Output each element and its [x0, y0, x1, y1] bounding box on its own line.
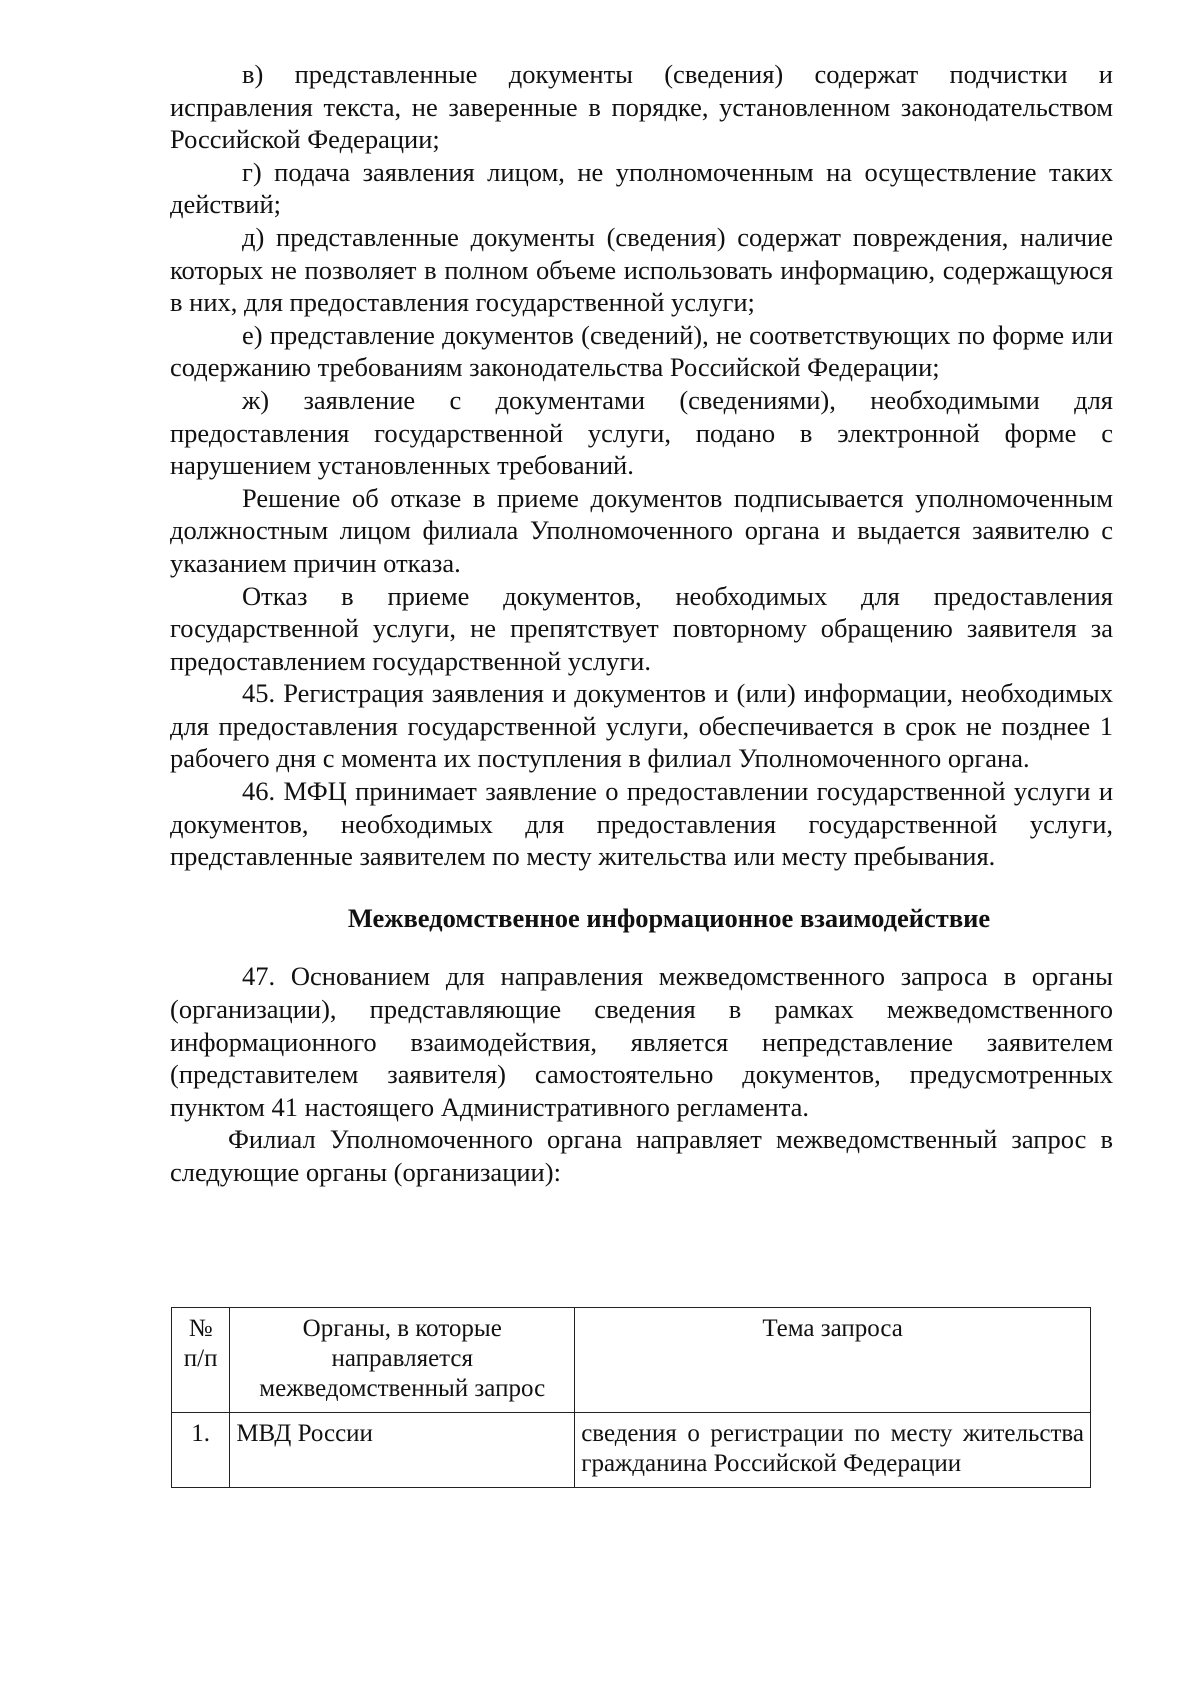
- paragraph-item-d: д) представленные документы (сведения) содержат повреждения, наличие которых не позволяет в полном объеме использовать информацию, содержащуюся в них, для предоставления государственной услуги;: [170, 221, 1113, 318]
- header-topic-cell: Тема запроса: [575, 1308, 1091, 1413]
- row-organ-cell: МВД России: [230, 1413, 575, 1488]
- interagency-request-table: [171, 1307, 1091, 1488]
- paragraph-46: 46. МФЦ принимает заявление о предоставлении государственной услуги и документов, необходимых для предоставления государственной услуги, представленные заявителем по месту жительства или месту пребывания.: [170, 776, 1113, 872]
- document-body: [170, 58, 1113, 1189]
- row-topic-cell: сведения о регистрации по месту жительства гражданина Российской Федерации: [575, 1413, 1091, 1488]
- paragraph-request-intro: Филиал Уполномоченного органа направляет межведомственный запрос в следующие органы (организации):: [170, 1124, 1113, 1187]
- paragraph-item-zh: ж) заявление с документами (сведениями), необходимыми для предоставления государственной услуги, подано в электронной форме с нарушением установленных требований.: [170, 384, 1113, 481]
- paragraph-item-g: г) подача заявления лицом, не уполномоченным на осуществление таких действий;: [170, 156, 1113, 220]
- paragraph-item-v: в) представленные документы (сведения) содержат подчистки и исправления текста, не заверенные в порядке, установленном законодательством Российской Федерации;: [170, 59, 1113, 155]
- paragraph-47: 47. Основанием для направления межведомственного запроса в органы (организации), представляющие сведения в рамках межведомственного информационного взаимодействия, является непредставление заявителем (представителем заявителя) самостоятельно документов, предусмотренных пунктом 41 настоящего Административного регламента.: [170, 961, 1113, 1122]
- row-number-cell: 1.: [172, 1413, 230, 1488]
- paragraph-45: 45. Регистрация заявления и документов и (или) информации, необходимых для предоставления государственной услуги, обеспечивается в срок не позднее 1 рабочего дня с момента их поступления в филиал Уполномоченного органа.: [170, 678, 1113, 774]
- header-number-sign: №: [188, 1315, 213, 1342]
- table-row: [172, 1413, 1091, 1488]
- header-organs-cell: Органы, в которые направляется межведомственный запрос: [230, 1308, 575, 1413]
- header-number-cell: [172, 1308, 230, 1413]
- paragraph-item-e: е) представление документов (сведений), не соответствующих по форме или содержанию требованиям законодательства Российской Федерации;: [170, 319, 1113, 383]
- header-number-pp: п/п: [183, 1345, 218, 1372]
- section-heading: Межведомственное информационное взаимодействие: [347, 902, 991, 933]
- paragraph-refusal-decision: Решение об отказе в приеме документов подписывается уполномоченным должностным лицом филиала Уполномоченного органа и выдается заявителю с указанием причин отказа.: [170, 482, 1113, 578]
- table-header-row: [172, 1308, 1091, 1413]
- paragraph-refusal-repeat: Отказ в приеме документов, необходимых для предоставления государственной услуги, не препятствует повторному обращению заявителя за предоставлением государственной услуги.: [170, 580, 1113, 676]
